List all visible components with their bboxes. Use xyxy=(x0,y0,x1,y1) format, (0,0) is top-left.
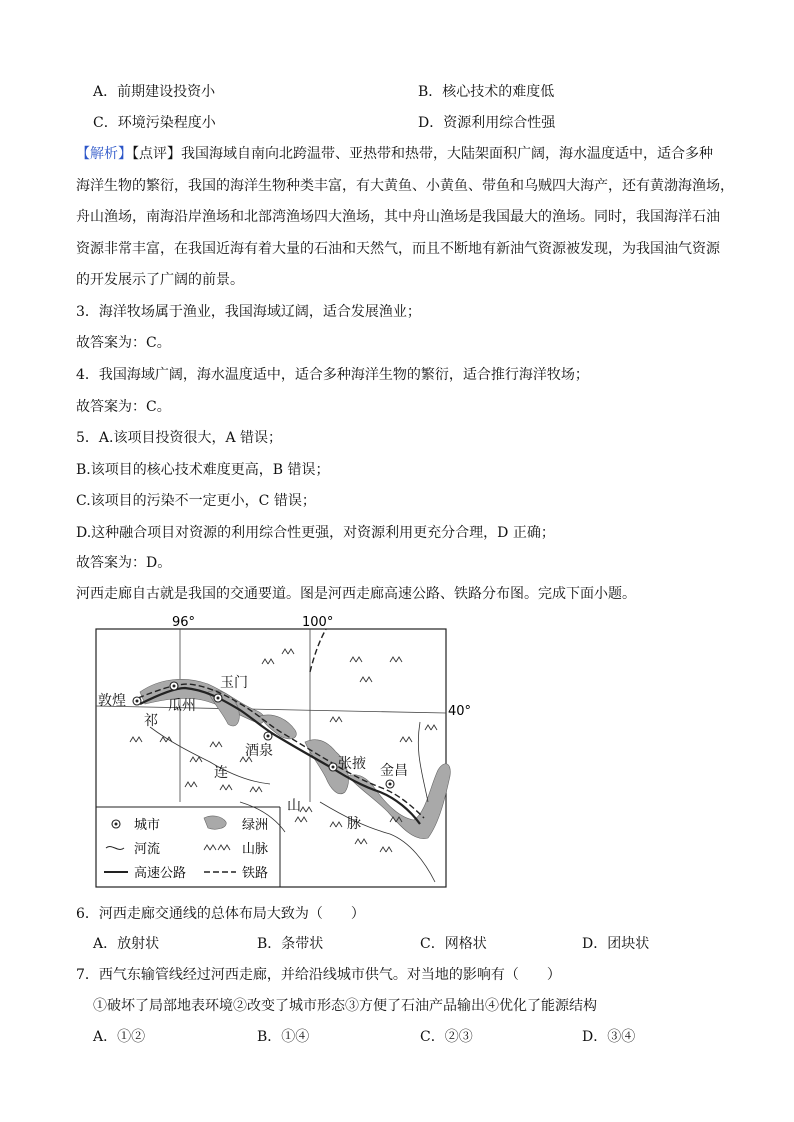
review-tag: 【点评】 xyxy=(132,146,181,162)
body-line: C.该项目的污染不一定更小，C 错误； xyxy=(76,493,316,509)
legend-railway-label: 铁路 xyxy=(242,866,269,881)
body-line: 5．A.该项目投资很大，A 错误； xyxy=(76,430,283,446)
q6-option-d: D．团块状 xyxy=(582,936,650,952)
legend-river-label: 河流 xyxy=(134,842,161,857)
option-d: D．资源利用综合性强 xyxy=(418,115,556,131)
city-label-jinchang: 金昌 xyxy=(380,763,408,779)
q6-option-c: C．网格状 xyxy=(420,936,487,952)
q7-option-b: B．①④ xyxy=(257,1029,310,1045)
legend-city-label: 城市 xyxy=(134,818,161,833)
body-line: B.该项目的核心技术难度更高，B 错误； xyxy=(76,462,330,478)
mountain-char: 祁 xyxy=(144,713,158,729)
q7-option-c: C．②③ xyxy=(420,1029,473,1045)
option-a: A．前期建设投资小 xyxy=(93,84,216,100)
q7-statements: ①破坏了局部地表环境②改变了城市形态③方便了石油产品输出④优化了能源结构 xyxy=(93,998,597,1014)
body-line: 4．我国海域广阔，海水温度适中，适合多种海洋生物的繁衍，适合推行海洋牧场； xyxy=(76,367,589,383)
q7-option-a: A．①② xyxy=(93,1029,146,1045)
q6-stem: 6．河西走廊交通线的总体布局大致为（ ） xyxy=(76,906,365,922)
q6-option-a: A．放射状 xyxy=(93,936,160,952)
city-label-jiuquan: 酒泉 xyxy=(245,743,273,759)
q6-option-b: B．条带状 xyxy=(257,936,324,952)
mountain-char: 脉 xyxy=(347,816,361,832)
body-line: 3．海洋牧场属于渔业，我国海域辽阔，适合发展渔业； xyxy=(76,304,421,320)
legend-highway-label: 高速公路 xyxy=(134,866,187,881)
body-line: 故答案为：C。 xyxy=(76,335,171,351)
option-b: B．核心技术的难度低 xyxy=(418,84,555,100)
hexi-corridor-map xyxy=(90,612,480,892)
city-label-guazhou: 瓜州 xyxy=(168,698,196,714)
mountain-char: 连 xyxy=(214,765,228,781)
body-line: 河西走廊自古就是我国的交通要道。图是河西走廊高速公路、铁路分布图。完成下面小题。 xyxy=(76,586,636,602)
lat-label-40: 40° xyxy=(448,704,472,719)
analysis-line-2: 海洋生物的繁衍，我国的海洋生物种类丰富，有大黄鱼、小黄鱼、带鱼和乌贼四大海产，还有黄渤海渔场， xyxy=(76,178,734,194)
legend-mountain-label: 山脉 xyxy=(242,842,269,857)
mountain-char: 山 xyxy=(287,798,301,814)
body-line: 故答案为：C。 xyxy=(76,399,171,415)
q7-stem: 7．西气东输管线经过河西走廊，并给沿线城市供气。对当地的影响有（ ） xyxy=(76,967,561,983)
analysis-text: 我国海域自南向北跨温带、亚热带和热带，大陆架面积广阔，海水温度适中，适合多种 xyxy=(181,146,713,162)
q7-option-d: D．③④ xyxy=(582,1029,636,1045)
lon-label-100: 100° xyxy=(302,615,334,630)
lon-label-96: 96° xyxy=(172,615,196,630)
city-label-zhangye: 张掖 xyxy=(338,756,366,772)
analysis-tag: 【解析】 xyxy=(76,146,132,162)
analysis-line-5: 的开发展示了广阔的前景。 xyxy=(76,272,244,288)
analysis-line-1 xyxy=(76,144,713,164)
analysis-line-4: 资源非常丰富，在我国近海有着大量的石油和天然气，而且不断地有新油气资源被发现，为我国油气资源 xyxy=(76,241,720,257)
city-label-dunhuang: 敦煌 xyxy=(98,693,126,709)
legend-oasis-label: 绿洲 xyxy=(242,818,269,833)
option-c: C．环境污染程度小 xyxy=(93,115,216,131)
body-line: D.这种融合项目对资源的利用综合性更强，对资源利用更充分合理，D 正确； xyxy=(76,525,555,541)
analysis-line-3: 舟山渔场，南海沿岸渔场和北部湾渔场四大渔场，其中舟山渔场是我国最大的渔场。同时，我国海洋石油 xyxy=(76,209,720,225)
city-label-yumen: 玉门 xyxy=(220,675,248,691)
body-line: 故答案为：D。 xyxy=(76,555,172,571)
